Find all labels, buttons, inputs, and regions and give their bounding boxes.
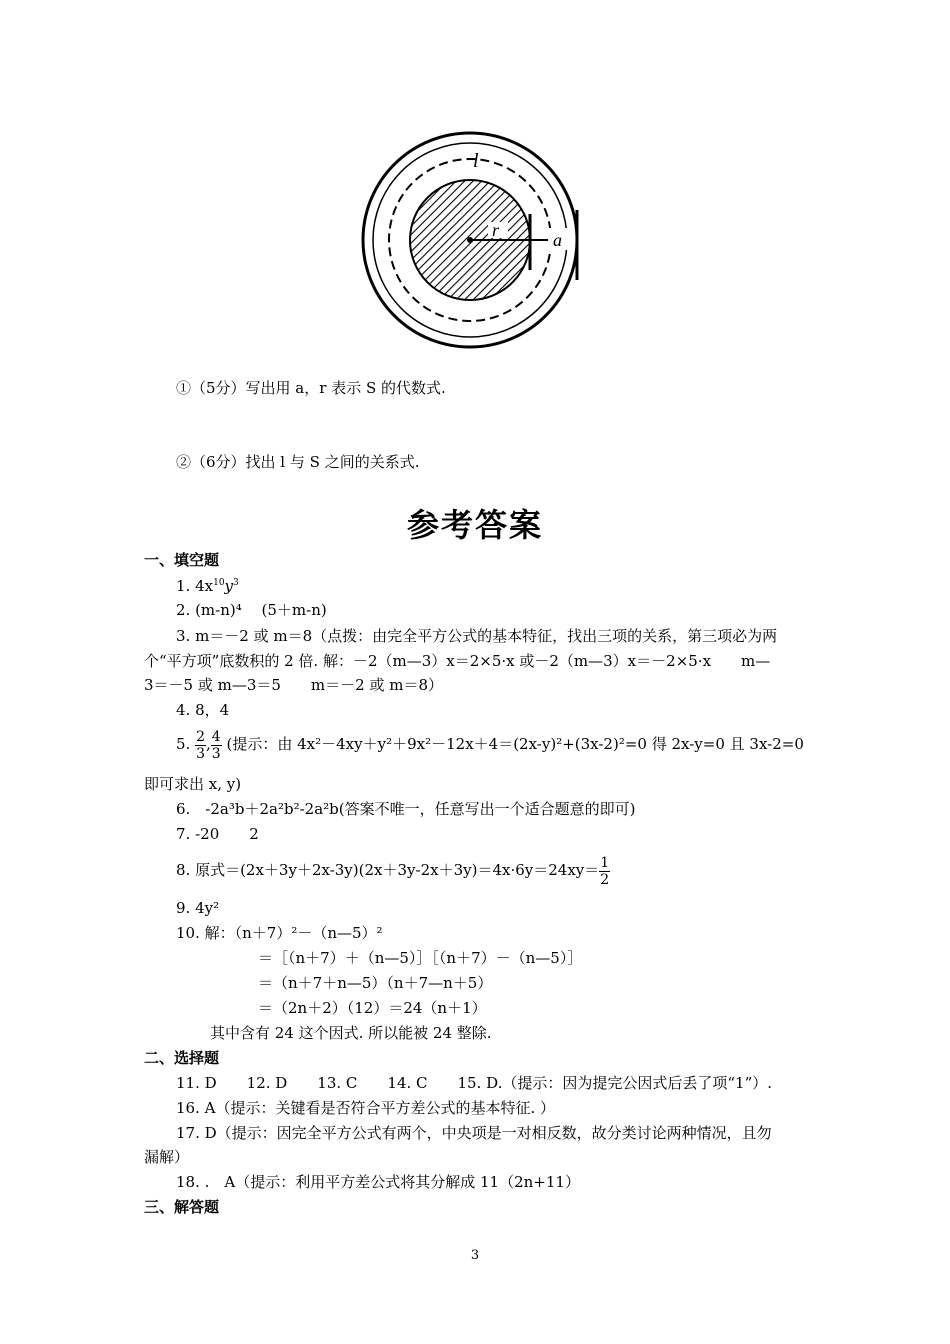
answer-4: 4. 8，4 xyxy=(176,701,230,719)
answer-2: 2. (m-n)⁴ (5＋m-n) xyxy=(176,601,327,619)
answer-1: 1. $4x^{10}y^3$ xyxy=(176,577,239,595)
fraction-1-2: $\frac{1}{2}$ xyxy=(600,854,610,888)
label-r: r xyxy=(492,220,500,240)
center-dot xyxy=(467,237,473,243)
answer-8: 8. 原式＝(2x＋3y＋2x-3y)(2x＋3y-2x＋3y)＝4x·6y＝24xy＝ $\frac{1}{2}$ xyxy=(176,854,610,888)
answer-11-15: 11. D 12. D 13. C 14. C 15. D.（提示：因为提完公因式后丢了项“1”）. xyxy=(176,1074,773,1092)
answer-10-line2: ＝［（n＋7）＋（n—5）］［（n＋7）－（n—5）］ xyxy=(258,949,583,967)
answer-7: 7. -20 2 xyxy=(176,825,259,843)
page-title: 参考答案 xyxy=(406,506,543,544)
label-a: a xyxy=(553,230,562,250)
answer-10-line4: ＝（2n＋2）（12）＝24（n＋1） xyxy=(258,999,487,1017)
question-2: ②（6分）找出 l 与 S 之间的关系式. xyxy=(176,453,420,471)
section-fill-heading: 一、填空题 xyxy=(144,551,220,569)
answer-10-line1: 10. 解：（n＋7）²－（n—5）² xyxy=(176,924,383,942)
answer-3-line3: 3＝－5 或 m—3＝5 m＝－2 或 m＝8） xyxy=(144,676,444,694)
answer-3-line2: 个“平方项”底数积的 2 倍. 解：－2（m—3）x＝2×5·x 或－2（m—3）x＝－2×5·x m— xyxy=(144,652,771,670)
question-1: ①（5分）写出用 a，r 表示 S 的代数式. xyxy=(176,379,446,397)
section-choice-heading: 二、选择题 xyxy=(144,1049,220,1067)
answer-6: 6. -2a³b＋2a²b²-2a²b(答案不唯一，任意写出一个适合题意的即可) xyxy=(176,800,636,818)
answer-9: 9. 4y² xyxy=(176,899,220,917)
section-solve-heading: 三、解答题 xyxy=(144,1198,220,1216)
fraction-4-3: $\frac{4}{3}$ xyxy=(211,728,221,762)
fraction-2-3: $\frac{2}{3}$ xyxy=(196,728,206,762)
answer-5-line2: 即可求出 x, y) xyxy=(144,775,242,793)
answer-17-line2: 漏解） xyxy=(144,1148,190,1166)
answer-3-line1: 3. m＝－2 或 m＝8（点拨：由完全平方公式的基本特征，找出三项的关系，第三项必为两 xyxy=(176,627,778,645)
label-l: l xyxy=(473,150,479,172)
answer-16: 16. A（提示：关键看是否符合平方差公式的基本特征. ） xyxy=(176,1099,555,1117)
answer-17-line1: 17. D（提示：因完全平方公式有两个，中央项是一对相反数，故分类讨论两种情况，且勿 xyxy=(176,1124,772,1142)
answer-18: 18. . A（提示：利用平方差公式将其分解成 11（2n+11） xyxy=(176,1173,580,1191)
answer-10-line3: ＝（n＋7＋n—5）（n＋7—n＋5） xyxy=(258,974,493,992)
annulus-figure xyxy=(0,0,950,380)
answer-5: 5. $\frac{2}{3}$ , $\frac{4}{3}$ (提示：由 4x²－4xy＋y²＋9x²－12x＋4＝(2x-y)²+(3x-2)²=0 得 2x-y=0 且 3x-2=0 xyxy=(176,728,804,762)
answer-10-line5: 其中含有 24 这个因式. 所以能被 24 整除. xyxy=(210,1024,492,1042)
page-number: 3 xyxy=(470,1248,480,1263)
